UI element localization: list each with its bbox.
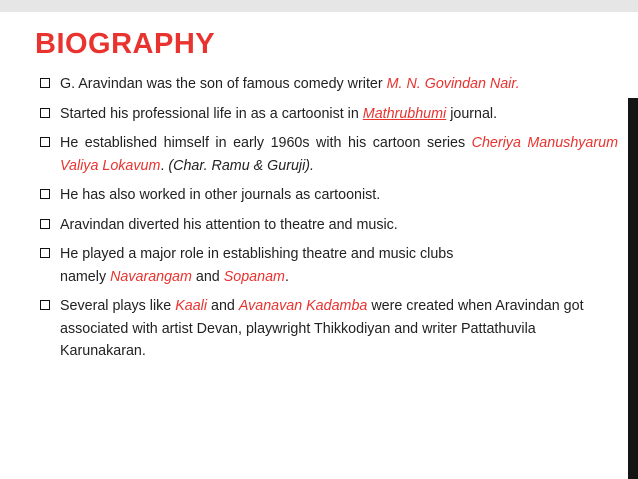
- bullet-text: Started his professional life in as a cartoonist in: [60, 105, 363, 122]
- bullet-item: [40, 184, 618, 207]
- bullet-item: [40, 103, 618, 126]
- checkbox-bullet-icon: [40, 137, 50, 147]
- checkbox-bullet-icon: [40, 300, 50, 310]
- checkbox-bullet-icon: [40, 108, 50, 118]
- bullet-item: [40, 73, 618, 96]
- club-name: Sopanam: [223, 268, 285, 285]
- bullet-text: and: [191, 268, 224, 285]
- bullet-text: journal.: [446, 105, 498, 122]
- bullet-item: [40, 214, 618, 237]
- bullet-text: were created when Aravindan got associated with artist Devan, playwright Thikkodiyan and writer Pattathuvila Karunakaran.: [60, 298, 584, 359]
- bullet-item: [40, 243, 618, 288]
- bullet-item: [40, 132, 618, 177]
- bullet-text: Aravindan diverted his attention to theatre and music.: [60, 216, 398, 233]
- bullet-text: G. Aravindan was the son of famous comedy writer: [60, 76, 387, 92]
- side-accent-bar: [628, 98, 638, 479]
- bullet-item: [40, 295, 618, 363]
- bullet-text: He has also worked in other journals as cartoonist.: [60, 187, 381, 203]
- bullet-text: and: [207, 298, 239, 314]
- journal-name-link[interactable]: Mathrubhumi: [362, 105, 447, 122]
- person-name: M. N. Govindan Nair.: [386, 76, 520, 92]
- bullet-text: namely: [60, 268, 111, 285]
- bullet-text: He played a major role in establishing theatre and music clubs: [60, 246, 454, 262]
- top-bar: [0, 0, 638, 12]
- slide-title: BIOGRAPHY: [35, 28, 216, 60]
- checkbox-bullet-icon: [40, 219, 50, 229]
- cartoon-series-name: Cheriya Manushyarum Valiya Lokavum: [60, 135, 618, 174]
- bullet-list: [40, 73, 618, 370]
- bullet-text: .: [160, 157, 169, 174]
- play-name: Kaali: [175, 298, 208, 314]
- bullet-text: He established himself in early 1960s with his cartoon series: [60, 135, 472, 151]
- club-name: Navarangam: [110, 268, 192, 285]
- checkbox-bullet-icon: [40, 248, 50, 258]
- characters-note: (Char. Ramu & Guruji).: [168, 157, 315, 174]
- bullet-text: .: [284, 268, 289, 285]
- play-name: Avanavan Kadamba: [238, 298, 368, 314]
- checkbox-bullet-icon: [40, 189, 50, 199]
- checkbox-bullet-icon: [40, 78, 50, 88]
- bullet-text: Several plays like: [60, 298, 176, 314]
